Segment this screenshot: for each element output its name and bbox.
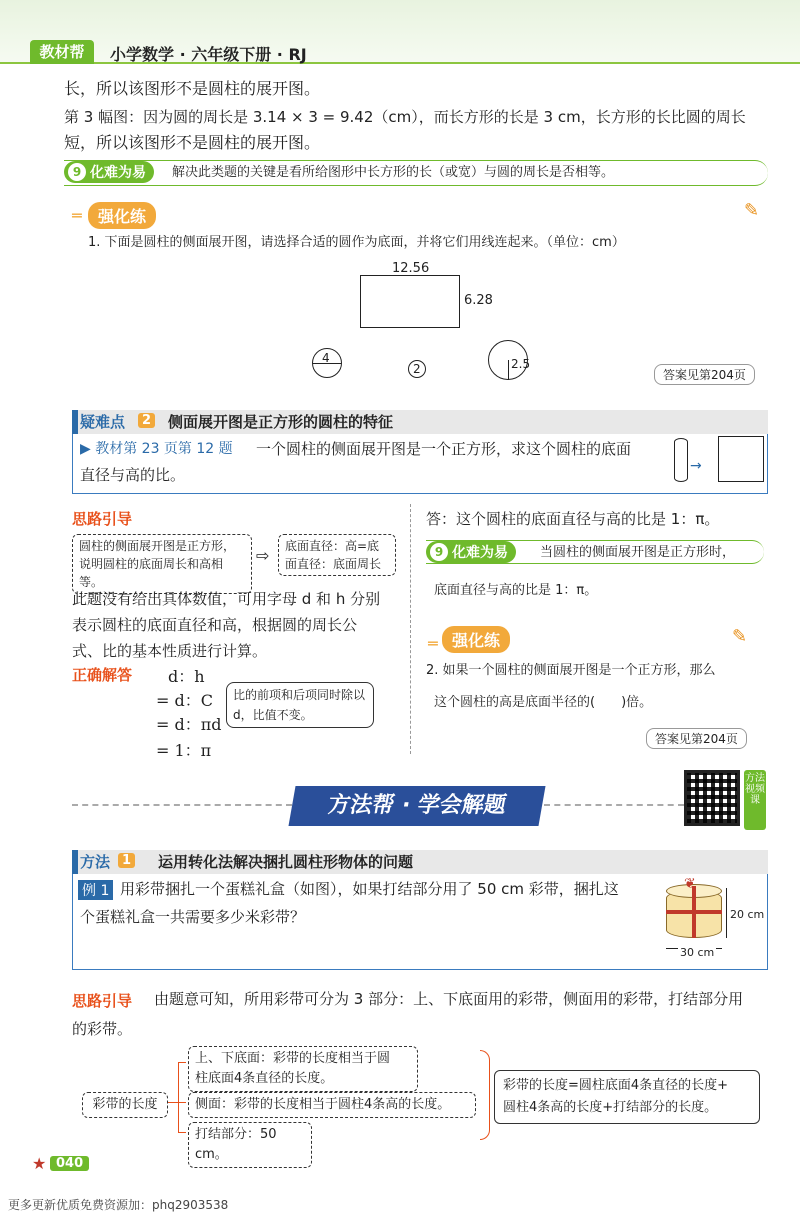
tree-node-2: 侧面：彩带的长度相当于圆柱4条高的长度。 [188, 1092, 476, 1118]
tip-badge-label: 化难为易 [452, 545, 508, 561]
summary-box [494, 1070, 760, 1124]
practice-question: 1. 下面是圆柱的侧面展开图，请选择合适的圆作为底面，并将它们用线连起来。（单位：cm） [88, 235, 625, 250]
dash-icon: ═ [72, 206, 82, 225]
method1-title: 运用转化法解决捆扎圆柱形物体的问题 [158, 853, 414, 871]
summary-line-2: 圆柱4条高的长度+打结部分的长度。 [503, 1100, 718, 1115]
answer-ref-1[interactable]: 答案见第204页 [654, 364, 755, 385]
cake-box-figure [666, 876, 722, 942]
page-number: 040 [50, 1156, 89, 1171]
intro-line-3: 短，所以该图形不是圆柱的展开图。 [64, 133, 321, 152]
textbook-ref: ▶ 教材第 23 页第 12 题 [80, 441, 233, 457]
example-question-2: 个蛋糕礼盒一共需要多少米彩带？ [80, 908, 306, 926]
tree-node-1-line-2: 柱底面4条直径的长度。 [195, 1071, 334, 1086]
lightbulb-icon: 9 [430, 543, 448, 561]
think-box-1: 圆柱的侧面展开图是正方形，说明圆柱的底面周长和高相等。 [72, 534, 252, 594]
think-box-2 [278, 534, 396, 576]
answer-ref-2[interactable]: 答案见第204页 [646, 728, 747, 749]
cylinder-figure [674, 438, 688, 482]
para-line-1: 此题没有给出具体数值，可用字母 d 和 h 分别 [72, 590, 381, 608]
tree-branch-2 [178, 1102, 186, 1103]
method-think-line-1: 由题意可知，所用彩带可分为 3 部分：上、下底面用的彩带，侧面用的彩带，打结部分用 [154, 990, 744, 1008]
equation-2: = d：C [156, 691, 213, 710]
method-banner-title: 方法帮 · 学会解题 [288, 786, 545, 826]
tree-stem [168, 1102, 178, 1103]
banner-rule-left [72, 804, 292, 806]
intro-line-1: 长，所以该图形不是圆柱的展开图。 [64, 79, 321, 98]
tree-branch-1 [178, 1062, 186, 1063]
circle-option-1[interactable] [312, 348, 342, 378]
circle-label: 2.5 [511, 357, 531, 371]
right-question-1: 2. 如果一个圆柱的侧面展开图是一个正方形，那么 [426, 663, 716, 678]
height-dim-line [726, 888, 727, 938]
dim-height: 20 cm [730, 908, 765, 921]
ribbon-horizontal [666, 910, 722, 914]
circle-option-2[interactable] [408, 360, 426, 378]
difficulty-question-1: 一个圆柱的侧面展开图是一个正方形，求这个圆柱的底面 [256, 440, 632, 458]
circle-label: 4 [322, 351, 330, 365]
example-question-1: 用彩带捆扎一个蛋糕礼盒（如图），如果打结部分用了 50 cm 彩带，捆扎这 [120, 880, 619, 898]
hollow-arrow-icon: ⇨ [256, 546, 270, 565]
difficulty-badge: 疑难点 [80, 413, 126, 431]
tree-brace [480, 1050, 490, 1140]
dim-width: 30 cm [678, 942, 716, 964]
column-divider [410, 504, 411, 754]
tree-branch-3 [178, 1132, 186, 1133]
note-bubble: 比的前项和后项同时除以d，比值不变。 [226, 682, 374, 728]
dash-icon: ═ [428, 634, 438, 653]
tip-line-2: 底面直径与高的比是 1：π。 [434, 583, 598, 598]
circle-label: 2 [413, 362, 421, 376]
right-answer: 答：这个圆柱的底面直径与高的比是 1：π。 [426, 510, 720, 528]
method-think-line-2: 的彩带。 [72, 1020, 133, 1038]
bow-icon: ❦ [684, 876, 696, 892]
qr-code[interactable] [684, 770, 740, 826]
practice-badge-2: 强化练 [442, 626, 510, 653]
intro-line-2: 第 3 幅图：因为圆的周长是 3.14 × 3 = 9.42（cm），而长方形的长是 3 cm，长方形的长比圆的周长 [64, 108, 746, 126]
pencil-icon: ✎ [744, 200, 760, 221]
method1-num: 1 [118, 853, 135, 868]
rect-width-label: 12.56 [392, 261, 430, 276]
right-question-2: 这个圆柱的高是底面半径的( )倍。 [434, 695, 653, 710]
think-box-2-line-2: 面直径：底面周长 [285, 557, 382, 571]
summary-line-1: 彩带的长度=圆柱底面4条直径的长度+ [503, 1078, 729, 1093]
tree-root: 彩带的长度 [82, 1092, 168, 1118]
tree-trunk [178, 1062, 179, 1132]
tree-node-1 [188, 1046, 418, 1092]
practice-badge: 强化练 [88, 202, 156, 229]
tip-badge-2 [426, 541, 516, 563]
tree-node-1-line-1: 上、下底面：彩带的长度相当于圆 [195, 1051, 391, 1066]
qr-side-label: 方法视频课 [744, 770, 766, 830]
square-figure [718, 436, 764, 482]
book-badge: 教材帮 [30, 40, 94, 64]
answer-label: 正确解答 [72, 666, 133, 684]
tree-node-3: 打结部分：50 cm。 [188, 1122, 312, 1168]
think-label: 思路引导 [72, 510, 133, 528]
equation-4: = 1：π [156, 741, 212, 760]
difficulty-num: 2 [138, 413, 155, 428]
star-icon: ★ [32, 1154, 47, 1173]
tip-badge-label: 化难为易 [90, 165, 146, 181]
rect-height-label: 6.28 [464, 293, 493, 308]
difficulty-title: 侧面展开图是正方形的圆柱的特征 [168, 413, 394, 431]
page-title: 小学数学 · 六年级下册 · RJ [110, 45, 307, 64]
arrow-right-icon: → [690, 458, 702, 474]
example-badge: 例 1 [78, 880, 113, 900]
para-line-2: 表示圆柱的底面直径和高，根据圆的周长公 [72, 616, 358, 634]
method-think-label: 思路引导 [72, 992, 133, 1010]
lateral-rectangle [360, 275, 460, 328]
circle-radius [508, 360, 509, 380]
banner-rule-right [544, 804, 684, 806]
circle-option-3[interactable] [488, 340, 531, 380]
tip-text: 解决此类题的关键是看所给图形中长方形的长（或宽）与圆的周长是否相等。 [172, 165, 615, 180]
equation-1: d：h [168, 667, 205, 686]
tip-badge [64, 161, 154, 183]
equation-3: = d：πd [156, 715, 222, 734]
think-box-2-line-1: 底面直径：高=底 [285, 539, 380, 553]
footer-watermark: 更多更新优质免费资源加：phq2903538 [8, 1198, 229, 1212]
para-line-3: 式、比的基本性质进行计算。 [72, 642, 268, 660]
lightbulb-icon: 9 [68, 163, 86, 181]
difficulty-question-2: 直径与高的比。 [80, 466, 186, 484]
tip-line-1: 当圆柱的侧面展开图是正方形时， [540, 545, 736, 560]
pencil-icon: ✎ [732, 626, 748, 647]
method1-badge: 方法 [80, 853, 111, 871]
